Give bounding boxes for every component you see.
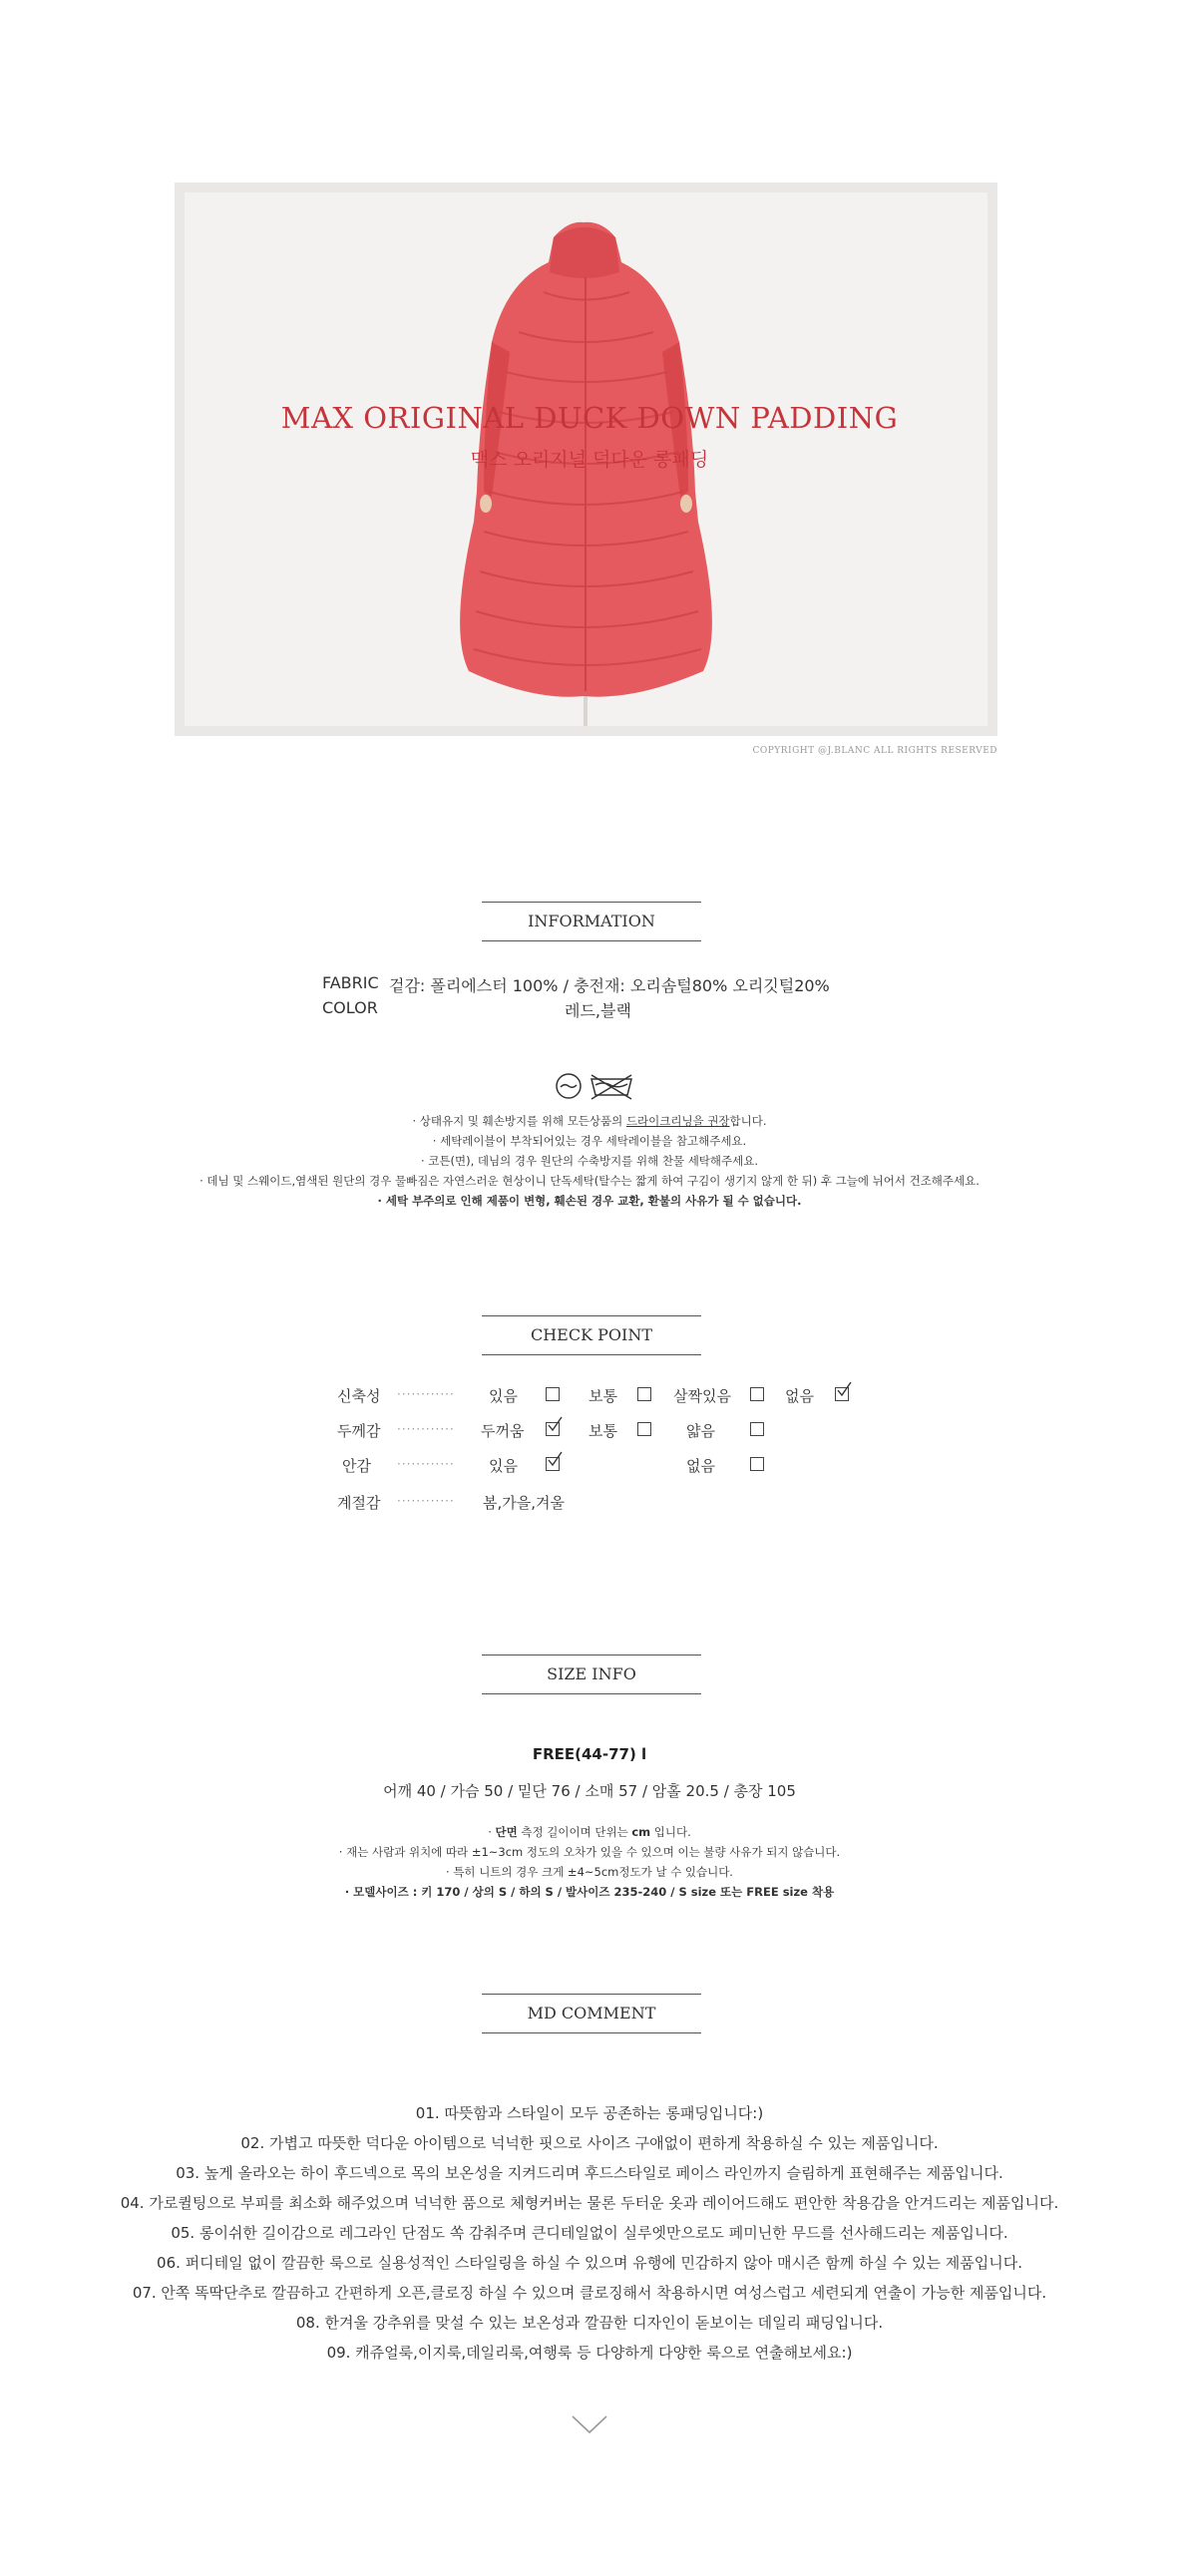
md-comment-item: 03. 높게 올라오는 하이 후드넥으로 목의 보온성을 지켜드리며 후드스타일로 페이스 라인까지 슬림하게 표현해주는 제품입니다. xyxy=(176,2164,1003,2182)
md-comment-item: 09. 캐쥬얼룩,이지룩,데일리룩,여행룩 등 다양하게 다양한 룩으로 연출해보세요:) xyxy=(326,2344,853,2362)
checkbox xyxy=(546,1387,560,1401)
cp-option: 얇음 xyxy=(686,1422,715,1440)
hero-subtitle: 맥스 오리지널 덕다운 롱패딩 xyxy=(470,449,709,471)
size-note-1: · 단면 측정 길이이며 단위는 cm 입니다. xyxy=(488,1825,691,1839)
md-comment-heading: MD COMMENT xyxy=(482,1994,701,2033)
hand-wash-icon xyxy=(557,1074,581,1098)
cp-option: 두꺼움 xyxy=(481,1422,525,1440)
care-note-1: · 상태유지 및 훼손방지를 위해 모든상품의 드라이크리닝을 권장합니다. xyxy=(412,1114,767,1128)
checkbox xyxy=(750,1422,764,1436)
cp-season-value: 봄,가을,겨울 xyxy=(483,1494,565,1512)
cp-option: 없음 xyxy=(686,1457,715,1475)
cp-option: 보통 xyxy=(589,1387,617,1405)
cp-option: 있음 xyxy=(489,1387,518,1405)
cp-dots: ············ xyxy=(397,1494,455,1508)
check-icon xyxy=(837,1381,853,1397)
size-info-heading: SIZE INFO xyxy=(482,1655,701,1694)
cp-label-season: 계절감 xyxy=(337,1494,381,1512)
checkbox-checked xyxy=(546,1422,560,1436)
fabric-label: FABRIC xyxy=(322,973,379,992)
md-comment-item: 07. 안쪽 똑딱단추로 깔끔하고 간편하게 오픈,클로징 하실 수 있으며 클로징해서 착용하시면 여성스럽고 세련되게 연출이 가능한 제품입니다. xyxy=(132,2284,1047,2302)
size-name: FREE(44-77) l xyxy=(532,1745,647,1763)
checkbox xyxy=(637,1422,651,1436)
cp-option: 없음 xyxy=(785,1387,814,1405)
checkbox xyxy=(750,1457,764,1471)
size-note-2: · 재는 사람과 위치에 따라 ±1~3cm 정도의 오차가 있을 수 있으며 이는 불량 사유가 되지 않습니다. xyxy=(338,1845,841,1859)
hero-title: MAX ORIGINAL DUCK DOWN PADDING xyxy=(280,401,899,435)
copyright-text: COPYRIGHT @J.BLANC ALL RIGHTS RESERVED xyxy=(752,746,997,756)
no-tumble-dry-icon xyxy=(591,1075,631,1099)
cp-option: 있음 xyxy=(489,1457,518,1475)
care-notes xyxy=(0,1111,1179,1211)
size-notes xyxy=(0,1822,1179,1902)
size-dimensions: 어깨 40 / 가슴 50 / 밑단 76 / 소매 57 / 암홀 20.5 / 총장 105 xyxy=(383,1782,796,1800)
color-label: COLOR xyxy=(322,998,378,1017)
cp-dots: ············ xyxy=(397,1457,455,1471)
cp-label-thickness: 두께감 xyxy=(337,1422,381,1440)
checkbox-checked xyxy=(546,1457,560,1471)
care-note-2: · 세탁레이블이 부착되어있는 경우 세탁레이블을 참고해주세요. xyxy=(432,1134,747,1148)
check-icon xyxy=(548,1416,564,1432)
cp-label-stretch: 신축성 xyxy=(337,1387,381,1405)
checkbox-checked xyxy=(835,1387,849,1401)
md-comment-list xyxy=(0,2098,1179,2368)
care-note-4: · 데님 및 스웨이드,염색된 원단의 경우 물빠짐은 자연스러운 현상이니 단독세탁(탈수는 짧게 하여 구김이 생기지 않게 한 뒤) 후 그늘에 뉘어서 건조해주세요. xyxy=(199,1174,980,1188)
cp-option: 살짝있음 xyxy=(673,1387,731,1405)
cp-option: 보통 xyxy=(589,1422,617,1440)
check-point-heading: CHECK POINT xyxy=(482,1315,701,1355)
checkbox xyxy=(750,1387,764,1401)
size-note-3: · 특히 니트의 경우 크게 ±4~5cm정도가 날 수 있습니다. xyxy=(446,1865,733,1879)
md-comment-item: 05. 롱이쉬한 길이감으로 레그라인 단점도 쏙 감춰주며 큰디테일없이 실루엣만으로도 페미닌한 무드를 선사해드리는 제품입니다. xyxy=(171,2224,1008,2242)
care-icons xyxy=(556,1071,645,1105)
md-comment-item: 04. 가로퀼팅으로 부피를 최소화 해주었으며 넉넉한 품으로 체형커버는 물론 두터운 옷과 레이어드해도 편안한 착용감을 안겨드리는 제품입니다. xyxy=(120,2194,1059,2212)
color-value: 레드,블랙 xyxy=(565,1001,631,1020)
care-warning: · 세탁 부주의로 인해 제품이 변형, 훼손된 경우 교환, 환불의 사유가 될 수 없습니다. xyxy=(377,1194,802,1208)
md-comment-item: 08. 한겨울 강추위를 맞설 수 있는 보온성과 깔끔한 디자인이 돋보이는 데일리 패딩입니다. xyxy=(295,2314,884,2332)
md-comment-item: 02. 가볍고 따뜻한 덕다운 아이템으로 넉넉한 핏으로 사이즈 구애없이 편하게 착용하실 수 있는 제품입니다. xyxy=(240,2134,939,2152)
fabric-value: 겉감: 폴리에스터 100% / 충전재: 오리솜털80% 오리깃털20% xyxy=(389,976,830,995)
md-comment-item: 06. 퍼디테일 없이 깔끔한 룩으로 실용성적인 스타일링을 하실 수 있으며 유행에 민감하지 않아 매시즌 함께 하실 수 있는 제품입니다. xyxy=(157,2254,1022,2272)
model-size-note: · 모델사이즈 : 키 170 / 상의 S / 하의 S / 발사이즈 235-240 / S size 또는 FREE size 착용 xyxy=(344,1885,835,1899)
check-icon xyxy=(548,1451,564,1467)
cp-dots: ············ xyxy=(397,1387,455,1401)
information-heading: INFORMATION xyxy=(482,902,701,941)
care-note-3: · 코튼(면), 데님의 경우 원단의 수축방지를 위해 찬물 세탁해주세요. xyxy=(420,1154,758,1168)
cp-label-lining: 안감 xyxy=(342,1457,371,1475)
checkbox xyxy=(637,1387,651,1401)
md-comment-item: 01. 따뜻함과 스타일이 모두 공존하는 롱패딩입니다:) xyxy=(415,2104,764,2122)
cp-dots: ············ xyxy=(397,1422,455,1436)
chevron-down-icon[interactable] xyxy=(571,2413,608,2439)
